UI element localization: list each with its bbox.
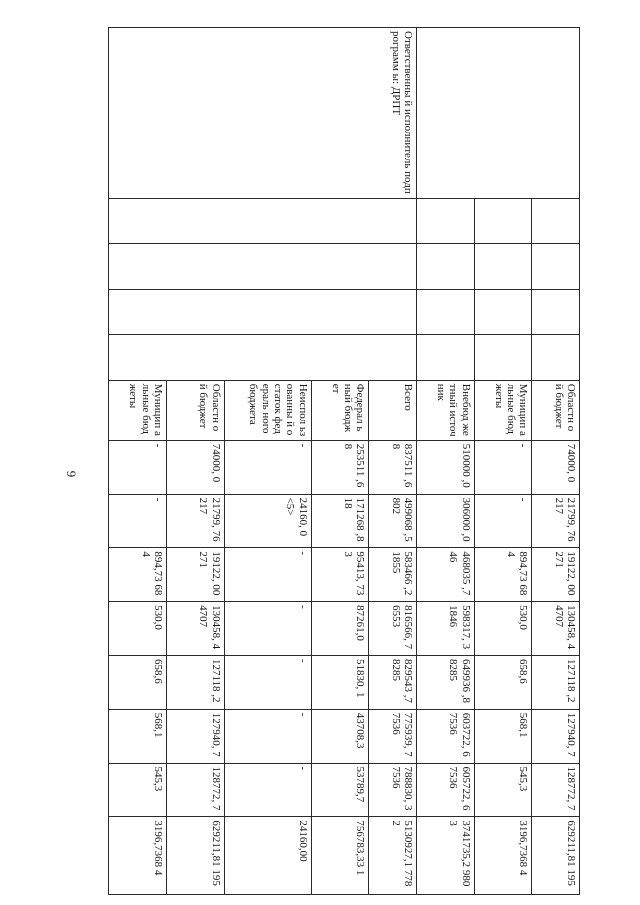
value-cell: 21799, 76217 bbox=[166, 494, 224, 548]
value-cell: 171268 ,818 bbox=[311, 494, 369, 548]
value-cell: 127118 ,2 bbox=[532, 655, 580, 709]
value-cell: 583466 ,21855 bbox=[369, 548, 417, 602]
value-cell: 499068 ,5802 bbox=[369, 494, 417, 548]
value-cell: 127118 ,2 bbox=[166, 655, 224, 709]
responsible-executor-label: Ответственны й исполнитель подпрограмм ы: ДРПТ bbox=[109, 28, 417, 199]
value-cell: 74000, 0 bbox=[532, 440, 580, 494]
value-cell: 19122, 00271 bbox=[532, 548, 580, 602]
funding-source-cell: Неиспол ьзованны й остаток федераль ного бюджета bbox=[224, 380, 311, 440]
value-cell: 603722, 67536 bbox=[416, 709, 474, 763]
empty-cell bbox=[109, 335, 417, 381]
empty-cell bbox=[109, 198, 417, 244]
funding-source-cell: Областн ой бюджет bbox=[532, 380, 580, 440]
value-cell: 894,73 684 bbox=[474, 548, 532, 602]
value-cell: 3741735,2 9803 bbox=[416, 817, 474, 895]
budget-table bbox=[108, 27, 580, 895]
value-cell: 829543 ,78285 bbox=[369, 655, 417, 709]
table-row bbox=[369, 28, 417, 895]
value-cell: 3196,7368 4 bbox=[474, 817, 532, 895]
value-cell: 53789,7 bbox=[311, 763, 369, 817]
funding-source-cell: Областн ой бюджет bbox=[166, 380, 224, 440]
value-cell: 87261,0 bbox=[311, 602, 369, 656]
value-cell: - bbox=[224, 763, 311, 817]
value-cell: 130458, 44707 bbox=[532, 602, 580, 656]
value-cell: 629211,81 195 bbox=[532, 817, 580, 895]
funding-source-cell: Федерал ьный бюджет bbox=[311, 380, 369, 440]
empty-cell bbox=[474, 244, 532, 290]
empty-cell bbox=[532, 198, 580, 244]
value-cell: 468035 ,746 bbox=[416, 548, 474, 602]
value-cell: 788830, 37536 bbox=[369, 763, 417, 817]
value-cell: 775939, 77536 bbox=[369, 709, 417, 763]
empty-cell bbox=[109, 289, 417, 335]
budget-table-container bbox=[108, 27, 580, 895]
value-cell: 598317, 31846 bbox=[416, 602, 474, 656]
empty-cell bbox=[474, 289, 532, 335]
empty-cell bbox=[532, 244, 580, 290]
page-number: 6 bbox=[63, 470, 79, 478]
value-cell: 74000, 0 bbox=[166, 440, 224, 494]
value-cell: - bbox=[224, 655, 311, 709]
value-cell: - bbox=[224, 709, 311, 763]
value-cell: 5130927,1 7782 bbox=[369, 817, 417, 895]
empty-cell bbox=[532, 289, 580, 335]
value-cell: - bbox=[224, 440, 311, 494]
empty-cell bbox=[416, 28, 579, 199]
value-cell: 816566, 76553 bbox=[369, 602, 417, 656]
value-cell: 837511 ,68 bbox=[369, 440, 417, 494]
value-cell: 43708,3 bbox=[311, 709, 369, 763]
empty-cell bbox=[532, 335, 580, 381]
empty-cell bbox=[474, 335, 532, 381]
value-cell: 3196,7368 4 bbox=[109, 817, 167, 895]
value-cell: 605722, 67536 bbox=[416, 763, 474, 817]
value-cell: - bbox=[474, 440, 532, 494]
table-row bbox=[532, 28, 580, 895]
value-cell: 894,73 684 bbox=[109, 548, 167, 602]
value-cell: 658,6 bbox=[474, 655, 532, 709]
funding-source-cell: Муницип альные бюджеты bbox=[474, 380, 532, 440]
value-cell: 19122, 00271 bbox=[166, 548, 224, 602]
value-cell: - bbox=[224, 602, 311, 656]
empty-cell bbox=[416, 289, 474, 335]
value-cell: 24160, 0 <5> bbox=[224, 494, 311, 548]
value-cell: 568,1 bbox=[109, 709, 167, 763]
value-cell: 128772, 7 bbox=[532, 763, 580, 817]
value-cell: 24160,00 bbox=[224, 817, 311, 895]
value-cell: - bbox=[224, 548, 311, 602]
empty-cell bbox=[474, 198, 532, 244]
value-cell: 649936 ,88285 bbox=[416, 655, 474, 709]
funding-source-cell: Муницип альные бюджеты bbox=[109, 380, 167, 440]
value-cell: - bbox=[474, 494, 532, 548]
value-cell: 127940, 7 bbox=[166, 709, 224, 763]
funding-source-cell: Внебюд жетный источник bbox=[416, 380, 474, 440]
value-cell: 756783,33 1 bbox=[311, 817, 369, 895]
value-cell: 127940, 7 bbox=[532, 709, 580, 763]
value-cell: 530,0 bbox=[109, 602, 167, 656]
value-cell: - bbox=[109, 494, 167, 548]
value-cell: 21799, 76217 bbox=[532, 494, 580, 548]
empty-cell bbox=[416, 335, 474, 381]
value-cell: - bbox=[109, 440, 167, 494]
value-cell: 530,0 bbox=[474, 602, 532, 656]
value-cell: 510000 ,0 bbox=[416, 440, 474, 494]
empty-cell bbox=[416, 198, 474, 244]
funding-source-cell: Всего bbox=[369, 380, 417, 440]
value-cell: 545,3 bbox=[109, 763, 167, 817]
value-cell: 629211,81 195 bbox=[166, 817, 224, 895]
value-cell: 545,3 bbox=[474, 763, 532, 817]
value-cell: 253511 ,68 bbox=[311, 440, 369, 494]
value-cell: 306000 ,0 bbox=[416, 494, 474, 548]
value-cell: 128772, 7 bbox=[166, 763, 224, 817]
value-cell: 51830, 1 bbox=[311, 655, 369, 709]
value-cell: 658,6 bbox=[109, 655, 167, 709]
empty-cell bbox=[109, 244, 417, 290]
value-cell: 130458, 44707 bbox=[166, 602, 224, 656]
empty-cell bbox=[416, 244, 474, 290]
value-cell: 95413, 733 bbox=[311, 548, 369, 602]
value-cell: 568,1 bbox=[474, 709, 532, 763]
